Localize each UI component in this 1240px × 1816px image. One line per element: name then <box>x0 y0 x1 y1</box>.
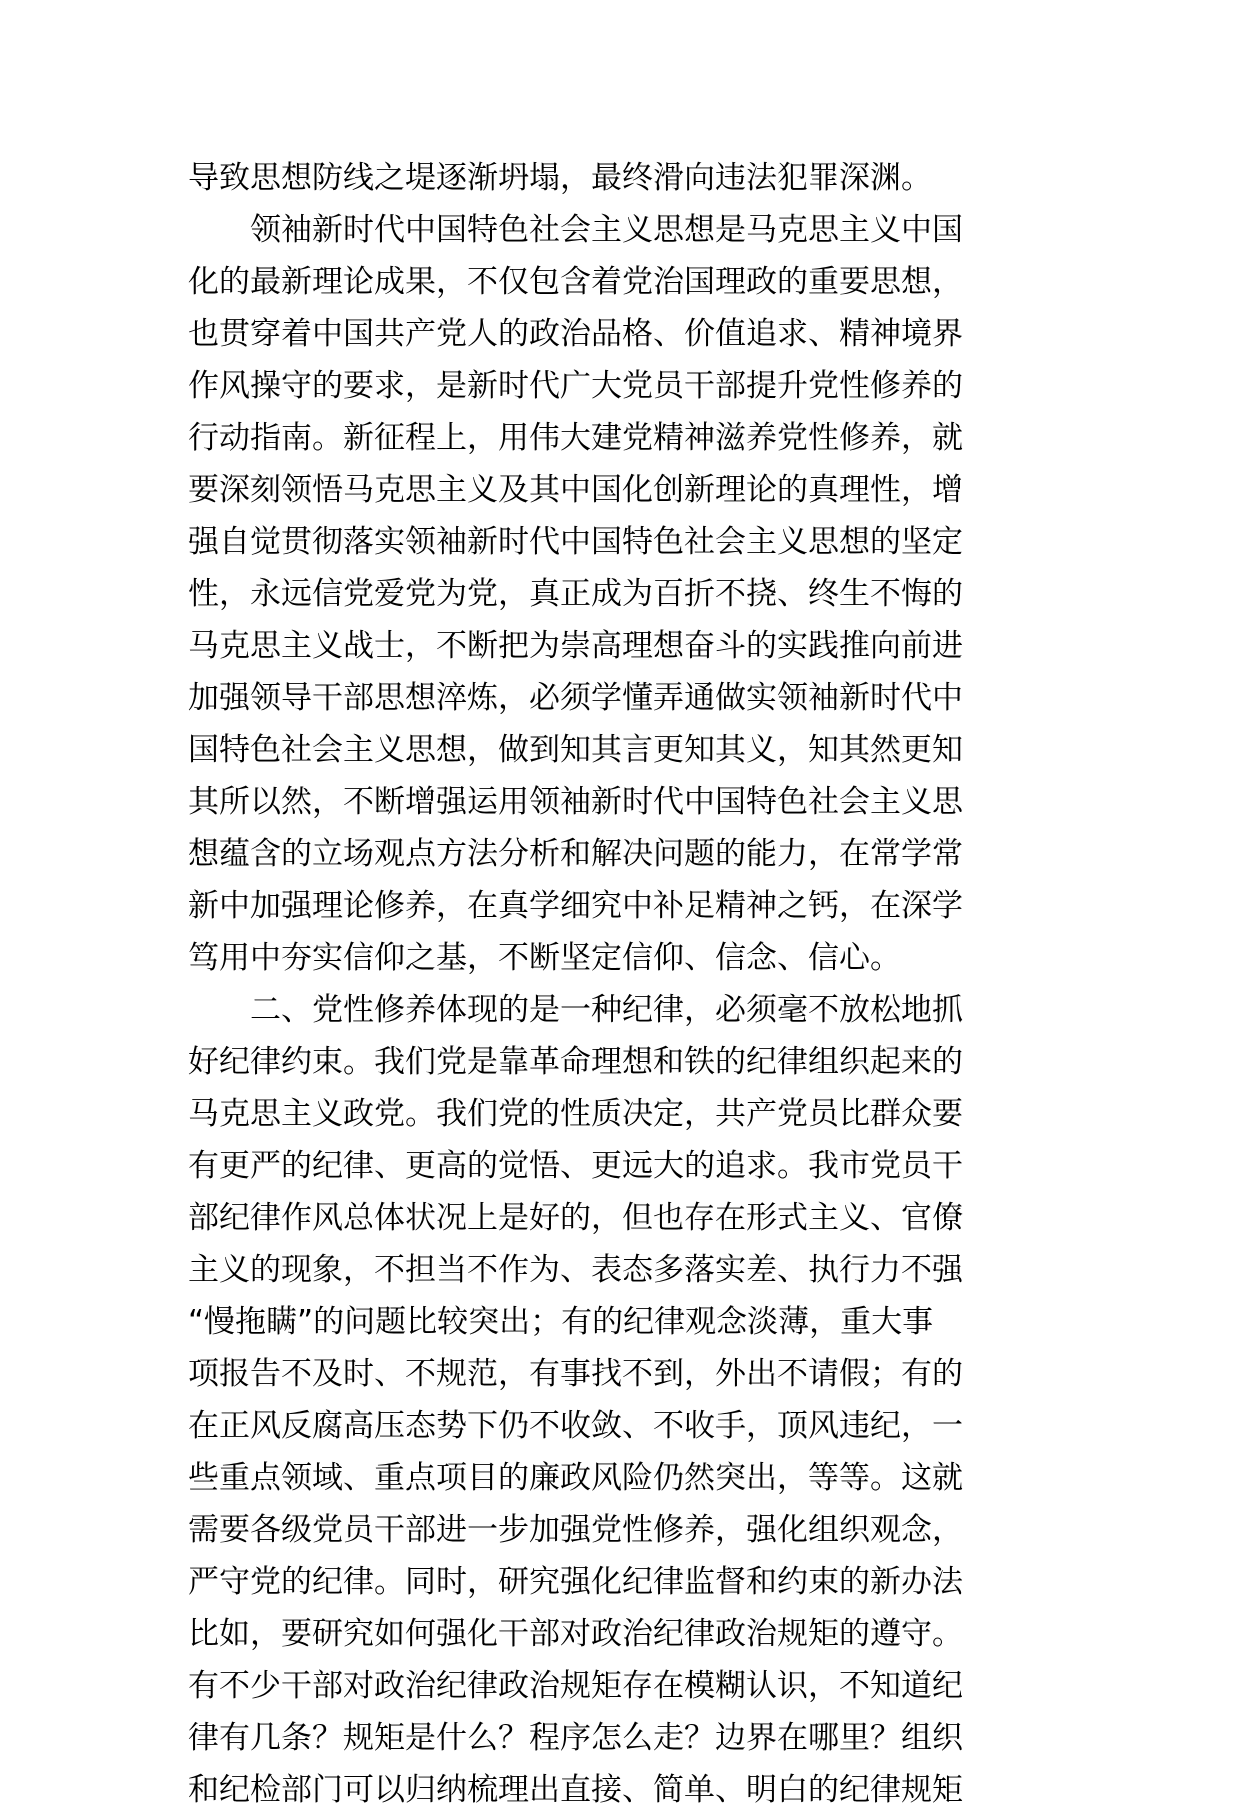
text-line: 作风操守的要求，是新时代广大党员干部提升党性修养的 <box>188 368 963 404</box>
text-line: 领袖新时代中国特色社会主义思想是马克思主义中国 <box>250 212 963 248</box>
text-line: 些重点领域、重点项目的廉政风险仍然突出，等等。这就 <box>188 1460 963 1496</box>
text-line: 加强领导干部思想淬炼，必须学懂弄通做实领袖新时代中 <box>188 680 963 716</box>
text-line: 有更严的纪律、更高的觉悟、更远大的追求。我市党员干 <box>188 1148 963 1184</box>
text-line: 马克思主义战士，不断把为崇高理想奋斗的实践推向前进 <box>188 628 963 664</box>
text-line: 二、党性修养体现的是一种纪律，必须毫不放松地抓 <box>250 992 963 1028</box>
text-line: 比如，要研究如何强化干部对政治纪律政治规矩的遵守。 <box>188 1616 963 1652</box>
text-line: 行动指南。新征程上，用伟大建党精神滋养党性修养，就 <box>188 420 963 456</box>
text-line: 部纪律作风总体状况上是好的，但也存在形式主义、官僚 <box>188 1200 963 1236</box>
text-line: 有不少干部对政治纪律政治规矩存在模糊认识，不知道纪 <box>188 1668 963 1704</box>
text-line: 化的最新理论成果，不仅包含着党治国理政的重要思想， <box>188 264 963 300</box>
text-line: 强自觉贯彻落实领袖新时代中国特色社会主义思想的坚定 <box>188 524 963 560</box>
body-text <box>188 152 1068 1816</box>
text-line: 国特色社会主义思想，做到知其言更知其义，知其然更知 <box>188 732 963 768</box>
text-line: 要深刻领悟马克思主义及其中国化创新理论的真理性，增 <box>188 472 963 508</box>
text-line: 和纪检部门可以归纳梳理出直接、简单、明白的纪律规矩 <box>188 1772 963 1808</box>
text-line: 其所以然，不断增强运用领袖新时代中国特色社会主义思 <box>188 784 963 820</box>
text-line: 性，永远信党爱党为党，真正成为百折不挠、终生不悔的 <box>188 576 963 612</box>
text-line: 也贯穿着中国共产党人的政治品格、价值追求、精神境界 <box>188 316 963 352</box>
text-line: 在正风反腐高压态势下仍不收敛、不收手，顶风违纪，一 <box>188 1408 963 1444</box>
text-line: 新中加强理论修养，在真学细究中补足精神之钙，在深学 <box>188 888 963 924</box>
text-line: 严守党的纪律。同时，研究强化纪律监督和约束的新办法 <box>188 1564 963 1600</box>
text-line: 导致思想防线之堤逐渐坍塌，最终滑向违法犯罪深渊。 <box>188 160 932 196</box>
text-line: 项报告不及时、不规范，有事找不到，外出不请假；有的 <box>188 1356 963 1392</box>
text-line: 笃用中夯实信仰之基，不断坚定信仰、信念、信心。 <box>188 940 901 976</box>
text-line: 律有几条？规矩是什么？程序怎么走？边界在哪里？组织 <box>188 1720 963 1756</box>
text-line: “慢拖瞒”的问题比较突出；有的纪律观念淡薄，重大事 <box>188 1304 934 1340</box>
text-line: 想蕴含的立场观点方法分析和解决问题的能力，在常学常 <box>188 836 963 872</box>
text-line: 好纪律约束。我们党是靠革命理想和铁的纪律组织起来的 <box>188 1044 963 1080</box>
text-line: 马克思主义政党。我们党的性质决定，共产党员比群众要 <box>188 1096 963 1132</box>
text-line: 主义的现象，不担当不作为、表态多落实差、执行力不强 <box>188 1252 963 1288</box>
text-line: 需要各级党员干部进一步加强党性修养，强化组织观念， <box>188 1512 963 1548</box>
